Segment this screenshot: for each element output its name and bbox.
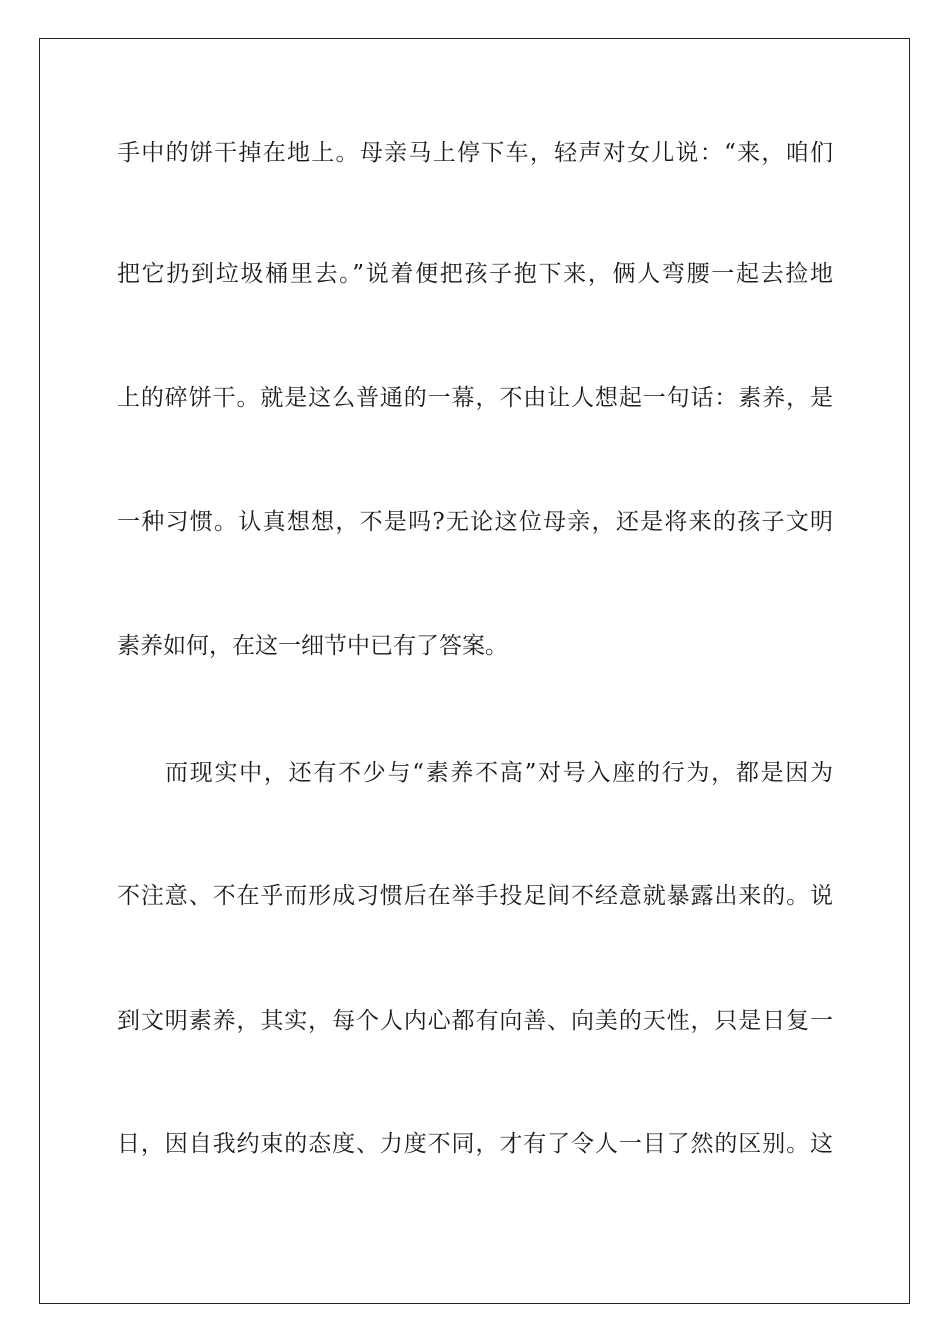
text-line: 手中的饼干掉在地上。母亲马上停下车，轻声对女儿说：“来，咱们 bbox=[117, 140, 833, 166]
text-line: 一种习惯。认真想想，不是吗?无论这位母亲，还是将来的孩子文明 bbox=[117, 509, 833, 535]
text-line: 上的碎饼干。就是这么普通的一幕，不由让人想起一句话：素养，是 bbox=[117, 385, 833, 411]
text-line: 而现实中，还有不少与“素养不高”对号入座的行为，都是因为 bbox=[165, 760, 833, 786]
page-border bbox=[39, 38, 910, 1304]
text-line: 到文明素养，其实，每个人内心都有向善、向美的天性，只是日复一 bbox=[117, 1008, 833, 1034]
text-line: 日，因自我约束的态度、力度不同，才有了令人一目了然的区别。这 bbox=[117, 1131, 833, 1157]
text-line: 把它扔到垃圾桶里去。”说着便把孩子抱下来，俩人弯腰一起去捡地 bbox=[117, 261, 833, 287]
text-line: 不注意、不在乎而形成习惯后在举手投足间不经意就暴露出来的。说 bbox=[117, 883, 833, 909]
text-line: 素养如何，在这一细节中已有了答案。 bbox=[117, 633, 508, 659]
